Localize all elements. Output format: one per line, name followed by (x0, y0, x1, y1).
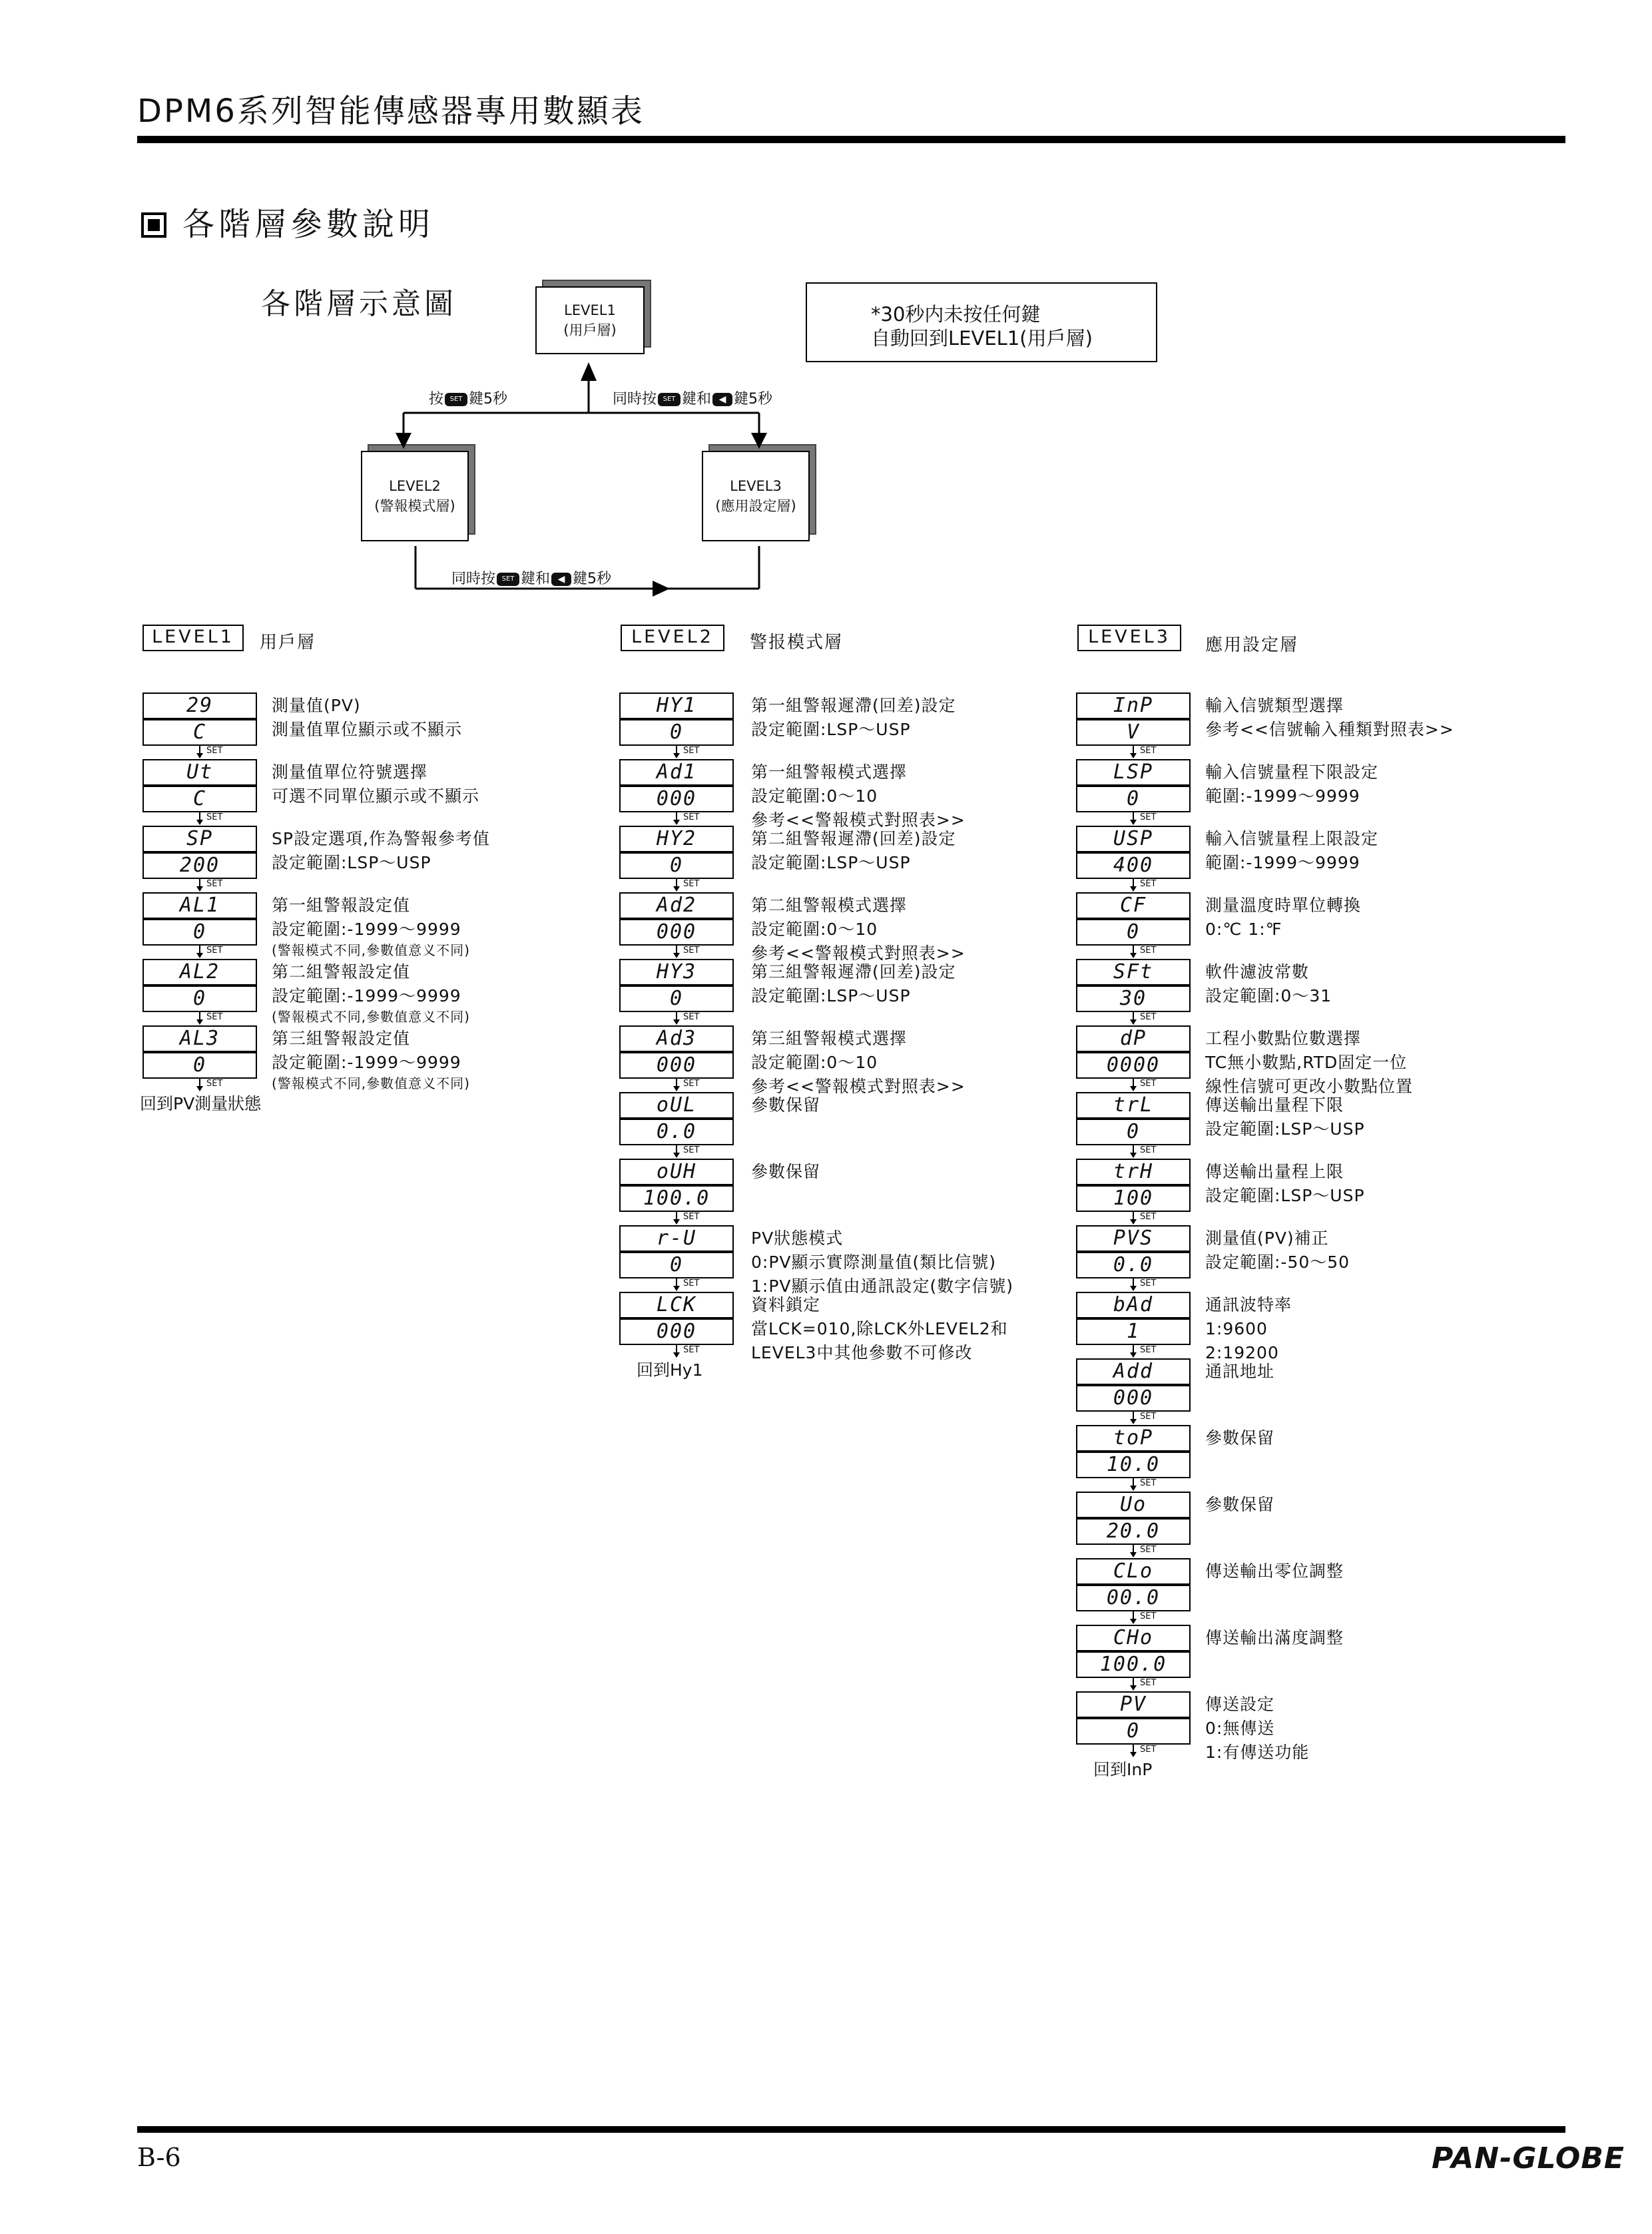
display-param-value: 0 (619, 719, 734, 746)
set-key-label: SET (1140, 1079, 1157, 1089)
display-param-value: 100 (1076, 1185, 1191, 1212)
down-arrow-icon (673, 812, 681, 826)
description-line: 當LCK=010,除LCK外LEVEL2和 (751, 1319, 1008, 1338)
description-line: 傳送輸出零位調整 (1205, 1561, 1344, 1581)
param-description (272, 894, 470, 959)
set-key-label: SET (1140, 1345, 1157, 1355)
param-description (1205, 1626, 1344, 1650)
param-description (1205, 1293, 1292, 1365)
set-key-label: SET (1140, 1012, 1157, 1022)
description-line: 設定範圍:0～10 (751, 1053, 878, 1072)
down-arrow-icon (673, 746, 681, 759)
display-param-code: CHo (1076, 1625, 1191, 1651)
down-arrow-icon (1129, 1412, 1137, 1425)
display-param-value: C (142, 786, 257, 812)
description-line: 第三組警報設定值 (272, 1029, 411, 1048)
param-description (272, 760, 479, 808)
down-arrow-icon (1129, 1212, 1137, 1225)
param-description (751, 1093, 820, 1117)
param-description (1205, 1027, 1413, 1099)
param-description (272, 1027, 470, 1092)
param-description (751, 1227, 1013, 1298)
param-description (1205, 1426, 1274, 1450)
param-description (1205, 760, 1378, 808)
display-param-value: 0.0 (1076, 1252, 1191, 1278)
display-param-code: SFt (1076, 959, 1191, 985)
param-description (1205, 894, 1361, 942)
display-param-code: SP (142, 826, 257, 852)
section-title: 各階層參數說明 (182, 206, 435, 243)
display-param-code: r-U (619, 1225, 734, 1252)
bottom-key-instruction (451, 567, 611, 588)
right-key-mid: 鍵和 (682, 391, 712, 408)
description-line: 設定範圍:-1999～9999 (272, 920, 461, 939)
display-param-code: dP (1076, 1025, 1191, 1052)
down-arrow-icon (1129, 1478, 1137, 1492)
set-key-label: SET (206, 879, 223, 889)
description-line: 參考<<警報模式對照表>> (751, 810, 965, 830)
set-key-label: SET (683, 1345, 700, 1355)
display-param-value: 10.0 (1076, 1452, 1191, 1478)
description-line: 設定範圍:-1999～9999 (272, 986, 461, 1005)
down-arrow-icon (1129, 812, 1137, 826)
display-param-value: 20.0 (1076, 1518, 1191, 1545)
arrow-right-icon (653, 581, 670, 597)
display-param-code: Ad3 (619, 1025, 734, 1052)
display-param-code: AL2 (142, 959, 257, 985)
display-param-value: 00.0 (1076, 1585, 1191, 1611)
display-param-value: 100.0 (619, 1185, 734, 1212)
description-line: 範圍:-1999～9999 (1205, 786, 1360, 806)
set-key-label: SET (683, 1212, 700, 1222)
description-line: 傳送輸出量程下限 (1205, 1095, 1344, 1115)
display-param-value: 000 (619, 919, 734, 946)
set-key-label: SET (1140, 1412, 1157, 1422)
display-param-code: USP (1076, 826, 1191, 852)
display-param-value: 1 (1076, 1318, 1191, 1345)
display-param-value: 0 (619, 1252, 734, 1278)
description-line: 參數保留 (751, 1095, 821, 1115)
bottom-key-pre: 同時按 (451, 571, 496, 587)
description-line: 測量值(PV) (272, 696, 361, 715)
level2-box-subtitle: (警報模式層) (374, 498, 455, 514)
down-arrow-icon (673, 946, 681, 959)
display-param-code: AL3 (142, 1025, 257, 1052)
display-param-code: toP (1076, 1425, 1191, 1452)
param-description (751, 694, 956, 742)
level1-name: 用戶層 (260, 633, 316, 653)
display-param-code: CF (1076, 892, 1191, 919)
display-param-value: 0 (619, 852, 734, 879)
note-line-2: 自動回到LEVEL1(用戶層) (871, 327, 1093, 350)
display-param-code: LSP (1076, 759, 1191, 786)
set-key-label: SET (1140, 1278, 1157, 1288)
param-description (751, 760, 965, 832)
set-key-label: SET (1140, 1611, 1157, 1621)
right-key-post: 鍵5秒 (734, 391, 773, 408)
display-param-value: V (1076, 719, 1191, 746)
display-param-code: PVS (1076, 1225, 1191, 1252)
description-line: 設定範圍:LSP～USP (1205, 1119, 1365, 1139)
set-key-label: SET (1140, 946, 1157, 956)
display-param-code: InP (1076, 693, 1191, 719)
description-line: 通訊地址 (1205, 1362, 1275, 1381)
description-line: 參數保留 (751, 1162, 821, 1181)
description-line: 參考<<警報模式對照表>> (751, 944, 965, 963)
set-key-label: SET (683, 1079, 700, 1089)
set-key-label: SET (683, 879, 700, 889)
right-key-instruction (613, 388, 772, 408)
set-key-label: SET (683, 1145, 700, 1155)
param-description (751, 1293, 1008, 1365)
display-param-value: 30 (1076, 985, 1191, 1012)
description-line: 1:PV顯示值由通訊設定(數字信號) (751, 1276, 1014, 1296)
arrow-down-icon (396, 433, 412, 449)
bottom-key-mid: 鍵和 (521, 571, 551, 587)
down-arrow-icon (196, 1012, 204, 1025)
left-key-post: 鍵5秒 (469, 391, 508, 408)
set-key-label: SET (683, 946, 700, 956)
display-param-value: 000 (619, 1052, 734, 1079)
description-line: 輸入信號類型選擇 (1205, 696, 1344, 715)
display-param-value: 0 (1076, 1718, 1191, 1745)
display-param-code: trH (1076, 1159, 1191, 1185)
description-line: LEVEL3中其他參數不可修改 (751, 1343, 973, 1362)
level1-box-title: LEVEL1 (564, 302, 616, 318)
level3-box-title: LEVEL3 (730, 478, 782, 494)
brand-logo: PAN-GLOBE (1432, 2141, 1625, 2175)
display-param-value: 000 (619, 786, 734, 812)
down-arrow-icon (673, 1345, 681, 1358)
description-line: 第一組警報設定值 (272, 896, 411, 915)
param-description (1205, 694, 1454, 742)
display-param-value: 0 (1076, 919, 1191, 946)
page-number: B-6 (137, 2143, 181, 2172)
display-param-code: Ad1 (619, 759, 734, 786)
left-key-pre: 按 (429, 391, 444, 408)
down-arrow-icon (196, 946, 204, 959)
description-line: 傳送輸出量程上限 (1205, 1162, 1344, 1181)
level1-box-subtitle: (用戶層) (563, 322, 617, 338)
level2-name: 警报模式層 (750, 633, 844, 653)
description-note: (警報模式不同,參數值意义不同) (272, 1075, 470, 1091)
bottom-rule (137, 2126, 1565, 2133)
display-param-code: bAd (1076, 1292, 1191, 1318)
description-line: 工程小數點位數選擇 (1205, 1029, 1362, 1048)
param-description (1205, 827, 1378, 875)
down-arrow-icon (673, 1278, 681, 1292)
set-key-icon: SET (658, 393, 681, 406)
display-param-value: 0 (1076, 1119, 1191, 1145)
description-line: 範圍:-1999～9999 (1205, 853, 1360, 872)
down-arrow-icon (1129, 1745, 1137, 1758)
description-line: 測量值單位顯示或不顯示 (272, 720, 463, 739)
description-line: 0:PV顯示實際測量值(類比信號) (751, 1253, 997, 1272)
display-param-value: 0 (142, 919, 257, 946)
description-line: 第一組警報模式選擇 (751, 762, 908, 782)
description-line: 線性信號可更改小數點位置 (1205, 1077, 1414, 1096)
description-line: 參數保留 (1205, 1495, 1275, 1514)
set-key-label: SET (206, 812, 223, 822)
down-arrow-icon (1129, 1145, 1137, 1159)
set-key-label: SET (683, 1278, 700, 1288)
display-param-value: 0 (142, 1052, 257, 1079)
description-line: 第二組警報遲滯(回差)設定 (751, 829, 956, 848)
description-line: 資料鎖定 (751, 1295, 821, 1314)
description-line: 第三組警報遲滯(回差)設定 (751, 962, 956, 981)
down-arrow-icon (196, 812, 204, 826)
down-arrow-icon (673, 1012, 681, 1025)
down-arrow-icon (1129, 746, 1137, 759)
display-param-value: 100.0 (1076, 1651, 1191, 1678)
down-arrow-icon (673, 1079, 681, 1092)
description-line: 設定範圍:0～31 (1205, 986, 1332, 1005)
description-line: 第一組警報遲滯(回差)設定 (751, 696, 956, 715)
param-description (1205, 1360, 1274, 1384)
param-description (1205, 960, 1332, 1008)
description-line: 0:無傳送 (1205, 1719, 1275, 1738)
param-description (1205, 1559, 1344, 1583)
down-arrow-icon (673, 879, 681, 892)
down-arrow-icon (673, 1212, 681, 1225)
description-line: 設定範圍:LSP～USP (751, 853, 911, 872)
param-description (751, 827, 956, 875)
param-description (751, 1027, 965, 1099)
down-arrow-icon (1129, 879, 1137, 892)
level3-box-subtitle: (應用設定層) (715, 498, 796, 514)
down-arrow-icon (1129, 1611, 1137, 1625)
display-param-value: 0 (142, 985, 257, 1012)
param-description (1205, 1227, 1350, 1274)
param-description (1205, 1693, 1309, 1765)
return-label: 回到Hy1 (637, 1360, 703, 1380)
set-key-label: SET (1140, 1145, 1157, 1155)
param-description (272, 694, 462, 742)
set-key-label: SET (683, 1012, 700, 1022)
set-key-label: SET (1140, 1745, 1157, 1755)
display-param-value: 200 (142, 852, 257, 879)
display-param-code: trL (1076, 1092, 1191, 1119)
set-key-label: SET (206, 746, 223, 756)
level2-box-title: LEVEL2 (389, 478, 441, 494)
down-arrow-icon (1129, 1678, 1137, 1691)
set-key-label: SET (1140, 1545, 1157, 1555)
description-line: 輸入信號量程上限設定 (1205, 829, 1379, 848)
display-param-code: HY1 (619, 693, 734, 719)
return-label: 回到InP (1093, 1760, 1153, 1779)
set-key-label: SET (1140, 812, 1157, 822)
display-param-code: Ut (142, 759, 257, 786)
display-param-code: PV (1076, 1691, 1191, 1718)
description-line: 測量值(PV)補正 (1205, 1229, 1329, 1248)
display-param-code: CLo (1076, 1558, 1191, 1585)
set-key-label: SET (206, 1079, 223, 1089)
display-param-code: HY2 (619, 826, 734, 852)
display-param-code: AL1 (142, 892, 257, 919)
description-line: 測量值單位符號選擇 (272, 762, 428, 782)
description-line: 第二組警報設定值 (272, 962, 411, 981)
level3-tag: LEVEL3 (1077, 625, 1181, 651)
description-line: 設定範圍:-1999～9999 (272, 1053, 461, 1072)
param-description (751, 1160, 820, 1184)
down-arrow-icon (196, 879, 204, 892)
description-line: 第二組警報模式選擇 (751, 896, 908, 915)
description-line: 設定範圍:LSP～USP (1205, 1186, 1365, 1205)
set-key-label: SET (1140, 1678, 1157, 1688)
description-line: 設定範圍:LSP～USP (272, 853, 431, 872)
description-line: 可選不同單位顯示或不顯示 (272, 786, 480, 806)
description-line: PV狀態模式 (751, 1229, 844, 1248)
display-param-value: 0 (619, 985, 734, 1012)
display-param-value: 0.0 (619, 1119, 734, 1145)
description-line: 傳送輸出滿度調整 (1205, 1628, 1344, 1647)
display-param-value: 000 (619, 1318, 734, 1345)
set-key-label: SET (1140, 1478, 1157, 1488)
bottom-key-post: 鍵5秒 (573, 571, 612, 587)
display-param-code: Ad2 (619, 892, 734, 919)
description-line: 設定範圍:LSP～USP (751, 986, 911, 1005)
display-param-value: 0 (1076, 786, 1191, 812)
description-line: 通訊波特率 (1205, 1295, 1292, 1314)
description-line: 設定範圍:LSP～USP (751, 720, 911, 739)
display-param-value: 0000 (1076, 1052, 1191, 1079)
description-line: TC無小數點,RTD固定一位 (1205, 1053, 1408, 1072)
down-arrow-icon (196, 746, 204, 759)
param-description (751, 960, 956, 1008)
left-arrow-key-icon: ◀ (712, 393, 732, 406)
down-arrow-icon (1129, 1345, 1137, 1358)
description-line: 參考<<信號輸入種類對照表>> (1205, 720, 1454, 739)
description-note: (警報模式不同,參數值意义不同) (272, 1009, 470, 1025)
description-line: 輸入信號量程下限設定 (1205, 762, 1379, 782)
description-line: 設定範圍:0～10 (751, 786, 878, 806)
down-arrow-icon (1129, 946, 1137, 959)
set-key-label: SET (1140, 746, 1157, 756)
description-line: 第三組警報模式選擇 (751, 1029, 908, 1048)
description-line: 設定範圍:0～10 (751, 920, 878, 939)
set-key-label: SET (683, 746, 700, 756)
level3-name: 應用設定層 (1205, 635, 1299, 655)
arrow-down-icon (751, 433, 767, 449)
return-label: 回到PV測量狀態 (140, 1094, 262, 1113)
display-param-code: Add (1076, 1358, 1191, 1385)
description-line: 軟件濾波常數 (1205, 962, 1310, 981)
down-arrow-icon (1129, 1545, 1137, 1558)
set-key-label: SET (683, 812, 700, 822)
display-param-code: HY3 (619, 959, 734, 985)
display-param-code: oUH (619, 1159, 734, 1185)
description-line: 測量溫度時單位轉換 (1205, 896, 1362, 915)
left-key-instruction (429, 388, 507, 408)
down-arrow-icon (1129, 1012, 1137, 1025)
param-description (751, 894, 965, 966)
right-key-pre: 同時按 (613, 391, 657, 408)
down-arrow-icon (196, 1079, 204, 1092)
description-line: 參考<<警報模式對照表>> (751, 1077, 965, 1096)
description-line: 1:有傳送功能 (1205, 1743, 1310, 1762)
note-line-1: *30秒内未按任何鍵 (871, 303, 1041, 326)
description-note: (警報模式不同,參數值意义不同) (272, 942, 470, 958)
set-key-icon: SET (497, 573, 519, 586)
param-description (272, 960, 470, 1025)
display-param-code: 29 (142, 693, 257, 719)
param-description (1205, 1160, 1365, 1208)
display-param-code: LCK (619, 1292, 734, 1318)
param-description (272, 827, 490, 875)
param-description (1205, 1093, 1365, 1141)
display-param-code: oUL (619, 1092, 734, 1119)
param-description (1205, 1493, 1274, 1517)
down-arrow-icon (1129, 1079, 1137, 1092)
description-line: 設定範圍:-50～50 (1205, 1253, 1350, 1272)
left-arrow-key-icon: ◀ (551, 573, 571, 586)
set-key-label: SET (206, 946, 223, 956)
level2-tag: LEVEL2 (621, 625, 724, 651)
description-line: 1:9600 (1205, 1319, 1268, 1338)
description-line: 0:℃ 1:℉ (1205, 920, 1282, 939)
display-param-value: 400 (1076, 852, 1191, 879)
set-key-label: SET (1140, 879, 1157, 889)
set-key-icon: SET (445, 393, 467, 406)
set-key-label: SET (206, 1012, 223, 1022)
set-key-label: SET (1140, 1212, 1157, 1222)
description-line: 2:19200 (1205, 1343, 1279, 1362)
description-line: SP設定選項,作為警報參考值 (272, 829, 490, 848)
down-arrow-icon (1129, 1278, 1137, 1292)
level1-tag: LEVEL1 (142, 625, 244, 651)
down-arrow-icon (673, 1145, 681, 1159)
diagram-title: 各階層示意圖 (261, 287, 457, 321)
document-title: DPM6系列智能傳感器專用數顯表 (137, 93, 645, 130)
description-line: 傳送設定 (1205, 1695, 1275, 1714)
arrow-up-icon (581, 362, 597, 381)
display-param-code: Uo (1076, 1492, 1191, 1518)
description-line: 參數保留 (1205, 1428, 1275, 1448)
display-param-value: C (142, 719, 257, 746)
display-param-value: 000 (1076, 1385, 1191, 1412)
